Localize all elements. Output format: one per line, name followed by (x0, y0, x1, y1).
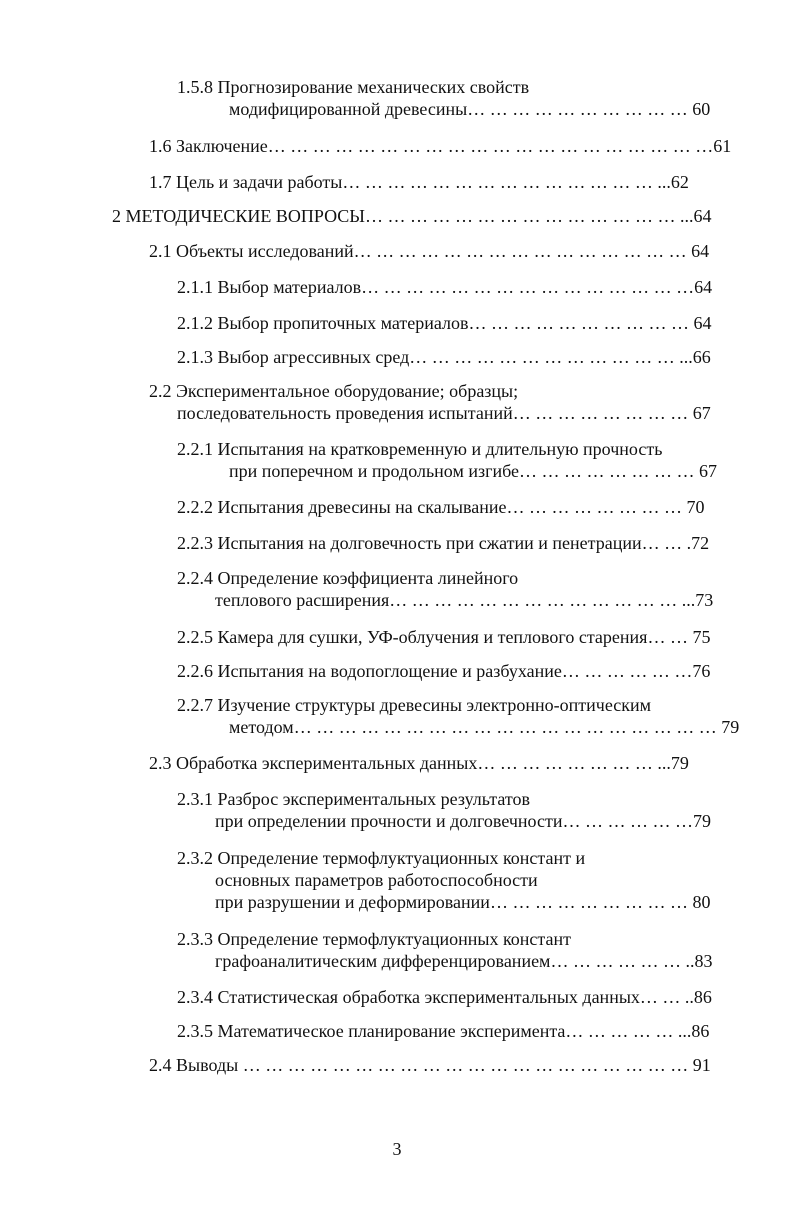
toc-entry-2-3-2-line-1: 2.3.2 Определение термофлуктуационных констант и (177, 848, 586, 868)
toc-entry-2-3-3-line-1: 2.3.3 Определение термофлуктуационных констант (177, 929, 571, 949)
toc-entry-2-2-4-line-2: теплового расширения… … … … … … … … … … … … … ...73 (215, 590, 714, 610)
toc-entry-2-1-3: 2.1.3 Выбор агрессивных сред… … … … … … … … … … … … ...66 (177, 347, 711, 367)
toc-entry-2-1-1: 2.1.1 Выбор материалов… … … … … … … … … … … … … … …64 (177, 277, 713, 297)
toc-entry-1-5-8-line-1: 1.5.8 Прогнозирование механических свойств (177, 77, 530, 97)
toc-entry-2-3-2-line-3: при разрушении и деформировании… … … … … … … … … 80 (215, 892, 711, 912)
toc-entry-2-2-line-1: 2.2 Экспериментальное оборудование; образцы; (149, 381, 519, 401)
toc-entry-2-2-line-2: последовательность проведения испытаний… … … … … … … … 67 (177, 403, 711, 423)
toc-entry-1-7: 1.7 Цель и задачи работы… … … … … … … … … … … … … … ...62 (149, 172, 689, 192)
toc-entry-2-1-2: 2.1.2 Выбор пропиточных материалов… … … … … … … … … … 64 (177, 313, 712, 333)
toc-entry-2: 2 МЕТОДИЧЕСКИЕ ВОПРОСЫ… … … … … … … … … … … … … … ...64 (112, 206, 712, 226)
page-number: 3 (392, 1139, 402, 1159)
toc-entry-2-3-4: 2.3.4 Статистическая обработка экспериментальных данных… … ..86 (177, 987, 712, 1007)
toc-entry-2-4: 2.4 Выводы … … … … … … … … … … … … … … … … … … … … 91 (149, 1055, 711, 1075)
toc-entry-2-2-1-line-2: при поперечном и продольном изгибе… … … … … … … … 67 (229, 461, 718, 481)
toc-entry-1-5-8-line-2: модифицированной древесины… … … … … … … … … … 60 (229, 99, 711, 119)
toc-entry-2-1: 2.1 Объекты исследований… … … … … … … … … … … … … … … 64 (149, 241, 710, 261)
toc-entry-2-2-1-line-1: 2.2.1 Испытания на кратковременную и длительную прочность (177, 439, 663, 459)
toc-entry-2-2-6: 2.2.6 Испытания на водопоглощение и разбухание… … … … … …76 (177, 661, 711, 681)
toc-entry-2-3-5: 2.3.5 Математическое планирование эксперимента… … … … … ...86 (177, 1021, 710, 1041)
toc-entry-1-6: 1.6 Заключение… … … … … … … … … … … … … … … … … … … …61 (149, 136, 732, 156)
toc-entry-2-2-2: 2.2.2 Испытания древесины на скалывание… … … … … … … … 70 (177, 497, 705, 517)
toc-entry-2-2-3: 2.2.3 Испытания на долговечность при сжатии и пенетрации… … .72 (177, 533, 710, 553)
toc-entry-2-3-1-line-1: 2.3.1 Разброс экспериментальных результатов (177, 789, 531, 809)
toc-entry-2-2-7-line-1: 2.2.7 Изучение структуры древесины электронно-оптическим (177, 695, 652, 715)
toc-entry-2-3-2-line-2: основных параметров работоспособности (215, 870, 538, 890)
toc-entry-2-2-7-line-2: методом… … … … … … … … … … … … … … … … … … … 79 (229, 717, 740, 737)
toc-entry-2-3-3-line-2: графоаналитическим дифференцированием… … … … … … ..83 (215, 951, 713, 971)
toc-entry-2-2-4-line-1: 2.2.4 Определение коэффициента линейного (177, 568, 519, 588)
toc-entry-2-3-1-line-2: при определении прочности и долговечности… … … … … …79 (215, 811, 711, 831)
toc-entry-2-3: 2.3 Обработка экспериментальных данных… … … … … … … … ...79 (149, 753, 689, 773)
toc-entry-2-2-5: 2.2.5 Камера для сушки, УФ-облучения и теплового старения… … 75 (177, 627, 711, 647)
